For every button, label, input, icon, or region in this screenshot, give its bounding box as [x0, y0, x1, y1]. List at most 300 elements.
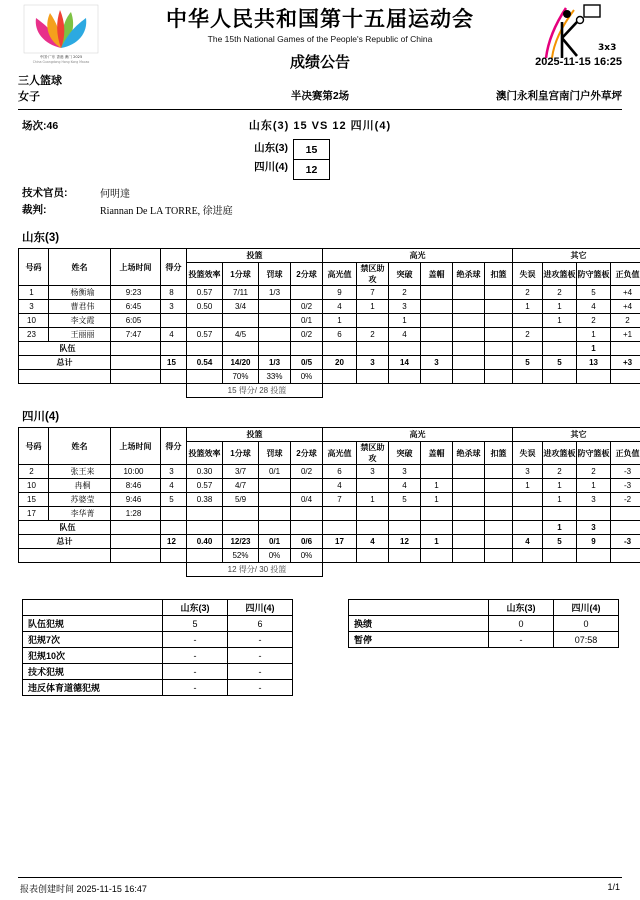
cell-dr: 1	[389, 314, 421, 328]
cell-no: 17	[19, 507, 49, 521]
cell-hl	[323, 507, 357, 521]
cell-st	[453, 465, 485, 479]
score-box-team-a: 山东(3)	[254, 142, 288, 154]
cell-ft	[259, 493, 291, 507]
total-one: 12/23	[223, 535, 259, 549]
pct-two: 0%	[291, 549, 323, 563]
cell-pts	[161, 314, 187, 328]
total-row	[19, 535, 640, 549]
cell-ft	[259, 314, 291, 328]
cell-pts: 8	[161, 286, 187, 300]
table-row	[23, 680, 293, 696]
th-plusminus: 正负值	[611, 263, 640, 286]
table-row	[19, 479, 640, 493]
cell-one: 3/4	[223, 300, 259, 314]
fouls-value-b: 6	[228, 616, 293, 632]
extra-value-b: 0	[554, 616, 619, 632]
cell-dreb: 5	[577, 286, 611, 300]
cell-ft	[259, 328, 291, 342]
cell-eff: 0.57	[187, 328, 223, 342]
cell-hl: 6	[323, 328, 357, 342]
cell-eff	[187, 507, 223, 521]
game-line	[18, 115, 622, 137]
cell-name: 张王来	[49, 465, 111, 479]
th-dunk: 扣篮	[485, 442, 513, 465]
cell-min: 6:05	[111, 314, 161, 328]
cell-ka: 1	[357, 300, 389, 314]
extra-value-a: -	[489, 632, 554, 648]
th-oreb: 进攻篮板	[543, 442, 577, 465]
cell-dk	[485, 314, 513, 328]
cell-two	[291, 286, 323, 300]
score-box-table	[293, 139, 330, 180]
th-group-highlight: 高光	[323, 428, 513, 442]
cell-oreb: 1	[543, 314, 577, 328]
cell-hl: 6	[323, 465, 357, 479]
cell-dk	[485, 465, 513, 479]
report-header	[18, 0, 622, 72]
team-row-dreb: 3	[577, 521, 611, 535]
table-row	[19, 314, 640, 328]
cell-blk: 1	[421, 493, 453, 507]
cell-dreb: 2	[577, 314, 611, 328]
cell-name: 李文霞	[49, 314, 111, 328]
th-two: 2分球	[291, 442, 323, 465]
team-a-stat-table	[18, 248, 640, 398]
fouls-label: 犯规7次	[23, 632, 163, 648]
pct-two: 0%	[291, 370, 323, 384]
cell-to	[513, 493, 543, 507]
venue-label: 澳门永利皇宫南门户外草坪	[496, 90, 622, 102]
cell-blk	[421, 300, 453, 314]
cell-one: 7/11	[223, 286, 259, 300]
cell-blk	[421, 507, 453, 521]
team-fouls-table	[22, 599, 293, 696]
cell-no: 10	[19, 314, 49, 328]
team-row-dreb: 1	[577, 342, 611, 356]
svg-text:3x3: 3x3	[598, 43, 617, 53]
cell-hl: 4	[323, 479, 357, 493]
total-dk	[485, 356, 513, 370]
total-hl: 17	[323, 535, 357, 549]
cell-eff: 0.38	[187, 493, 223, 507]
th-no: 号码	[19, 249, 49, 286]
cell-dr	[389, 507, 421, 521]
svg-text:中国·广东 香港 澳门 2025: 中国·广东 香港 澳门 2025	[39, 55, 83, 59]
cell-two	[291, 479, 323, 493]
th-steal: 绝杀球	[453, 263, 485, 286]
cell-oreb: 2	[543, 286, 577, 300]
phase-label: 半决赛第2场	[290, 90, 350, 102]
shooting-note: 15 得分/ 28 投篮	[187, 384, 323, 398]
total-dr: 14	[389, 356, 421, 370]
cell-dk	[485, 493, 513, 507]
cell-dreb: 2	[577, 465, 611, 479]
team-row-oreb	[543, 342, 577, 356]
cell-pts: 4	[161, 328, 187, 342]
cell-to: 1	[513, 300, 543, 314]
team-row	[19, 521, 640, 535]
cell-to	[513, 314, 543, 328]
fouls-header-team-b: 四川(4)	[228, 600, 293, 616]
cell-min: 9:46	[111, 493, 161, 507]
total-label: 总计	[19, 356, 111, 370]
cell-st	[453, 507, 485, 521]
gender-label: 女子	[18, 91, 40, 103]
cell-ka: 1	[357, 493, 389, 507]
total-to: 5	[513, 356, 543, 370]
cell-pts	[161, 507, 187, 521]
cell-min: 6:45	[111, 300, 161, 314]
total-ka: 3	[357, 356, 389, 370]
team-b-stat-table	[18, 427, 640, 577]
table-row	[19, 328, 640, 342]
total-min	[111, 535, 161, 549]
table-row	[349, 632, 619, 648]
extra-label: 暂停	[349, 632, 489, 648]
footer-created	[20, 882, 147, 895]
table-row	[23, 648, 293, 664]
th-one: 1分球	[223, 263, 259, 286]
page-subtitle: 成绩公告	[289, 54, 350, 72]
cell-dk	[485, 328, 513, 342]
footer-created-time: 2025-11-15 16:47	[76, 884, 147, 894]
page-title: 中华人民共和国第十五届运动会	[166, 8, 474, 31]
th-dreb: 防守篮板	[577, 263, 611, 286]
cell-ft	[259, 507, 291, 521]
commissioner-value: 何明達	[100, 189, 130, 200]
total-pts: 12	[161, 535, 187, 549]
cell-pm: +4	[611, 300, 640, 314]
table-row	[349, 616, 619, 632]
th-key-assist: 禁区助攻	[357, 263, 389, 286]
th-dreb: 防守篮板	[577, 442, 611, 465]
page-title-en: The 15th National Games of the People's Republic of China	[207, 34, 433, 45]
score-box-score-a: 15	[294, 140, 330, 160]
total-dreb: 9	[577, 535, 611, 549]
team-b-title: 四川(4)	[22, 411, 60, 423]
title-block	[18, 0, 622, 72]
cell-two: 0/4	[291, 493, 323, 507]
cell-st	[453, 479, 485, 493]
team-row-pm	[611, 521, 640, 535]
officials-block	[18, 185, 622, 219]
cell-dreb	[577, 507, 611, 521]
th-minutes: 上场时间	[111, 249, 161, 286]
cell-ft	[259, 479, 291, 493]
cell-no: 2	[19, 465, 49, 479]
cell-dr: 5	[389, 493, 421, 507]
cell-st	[453, 286, 485, 300]
referee-value: Riannan De LA TORRE, 徐进庭	[100, 206, 233, 217]
th-block: 盖帽	[421, 263, 453, 286]
cell-two: 0/2	[291, 328, 323, 342]
fouls-value-b: -	[228, 664, 293, 680]
table-row	[23, 616, 293, 632]
cell-no: 3	[19, 300, 49, 314]
team-a-title: 山东(3)	[22, 232, 60, 244]
th-key-assist: 禁区助攻	[357, 442, 389, 465]
total-ft: 1/3	[259, 356, 291, 370]
sport-emblem-icon	[536, 2, 620, 64]
th-drive: 突破	[389, 263, 421, 286]
cell-pts: 3	[161, 300, 187, 314]
total-dr: 12	[389, 535, 421, 549]
th-dunk: 扣篮	[485, 263, 513, 286]
cell-eff: 0.57	[187, 286, 223, 300]
table-row	[19, 493, 640, 507]
extra-label: 换绩	[349, 616, 489, 632]
cell-ka: 3	[357, 465, 389, 479]
cell-one: 5/9	[223, 493, 259, 507]
cell-pm: +4	[611, 286, 640, 300]
th-group-other: 其它	[513, 428, 640, 442]
th-points: 得分	[161, 249, 187, 286]
cell-hl: 9	[323, 286, 357, 300]
total-st	[453, 356, 485, 370]
extra-header-team-a: 山东(3)	[489, 600, 554, 616]
total-pm: +3	[611, 356, 640, 370]
cell-eff: 0.57	[187, 479, 223, 493]
th-drive: 突破	[389, 442, 421, 465]
cell-st	[453, 314, 485, 328]
total-two: 0/6	[291, 535, 323, 549]
cell-oreb: 1	[543, 493, 577, 507]
cell-dk	[485, 479, 513, 493]
cell-blk	[421, 465, 453, 479]
cell-dk	[485, 507, 513, 521]
th-hl: 高光值	[323, 442, 357, 465]
th-steal: 绝杀球	[453, 442, 485, 465]
team-row-pm	[611, 342, 640, 356]
total-min	[111, 356, 161, 370]
fouls-value-a: 5	[163, 616, 228, 632]
cell-eff	[187, 314, 223, 328]
fouls-value-a: -	[163, 664, 228, 680]
cell-ft: 1/3	[259, 286, 291, 300]
table-group-header-row	[19, 249, 640, 263]
commissioner-row	[18, 185, 622, 202]
total-one: 14/20	[223, 356, 259, 370]
report-footer	[18, 877, 622, 894]
total-ft: 0/1	[259, 535, 291, 549]
cell-two	[291, 507, 323, 521]
footer-created-label: 报表创建时间	[20, 884, 75, 894]
table-row	[19, 465, 640, 479]
shooting-note: 12 得分/ 30 投篮	[187, 563, 323, 577]
cell-hl: 7	[323, 493, 357, 507]
percent-row	[19, 370, 640, 384]
cell-hl: 4	[323, 300, 357, 314]
report-datetime: 2025-11-15 16:25	[535, 56, 622, 68]
cell-dk	[485, 286, 513, 300]
cell-min: 9:23	[111, 286, 161, 300]
th-two: 2分球	[291, 263, 323, 286]
table-group-header-row	[19, 428, 640, 442]
cell-to: 2	[513, 286, 543, 300]
commissioner-label: 技术官员:	[22, 187, 68, 199]
cell-to: 2	[513, 328, 543, 342]
referee-row	[18, 202, 622, 219]
fouls-value-a: -	[163, 632, 228, 648]
cell-one	[223, 507, 259, 521]
cell-oreb: 2	[543, 465, 577, 479]
total-st	[453, 535, 485, 549]
pct-one: 70%	[223, 370, 259, 384]
total-eff: 0.54	[187, 356, 223, 370]
fouls-header-team-a: 山东(3)	[163, 600, 228, 616]
cell-st	[453, 300, 485, 314]
score-summary: 山东(3) 15 VS 12 四川(4)	[248, 120, 392, 132]
cell-name: 杨衡瑜	[49, 286, 111, 300]
team-row-to	[513, 521, 543, 535]
th-points: 得分	[161, 428, 187, 465]
team-row-oreb: 1	[543, 521, 577, 535]
th-hl: 高光值	[323, 263, 357, 286]
fouls-header-blank	[23, 600, 163, 616]
cell-eff: 0.30	[187, 465, 223, 479]
cell-dr: 4	[389, 479, 421, 493]
total-dreb: 13	[577, 356, 611, 370]
cell-no: 10	[19, 479, 49, 493]
table-row	[23, 664, 293, 680]
meta-divider	[18, 109, 622, 110]
cell-blk	[421, 286, 453, 300]
th-turnover: 失误	[513, 442, 543, 465]
cell-min: 1:28	[111, 507, 161, 521]
cell-name: 曹君伟	[49, 300, 111, 314]
table-row	[19, 286, 640, 300]
extra-header-row	[349, 600, 619, 616]
fouls-label: 技术犯规	[23, 664, 163, 680]
footer-page-number: 1/1	[607, 882, 620, 892]
fouls-value-b: -	[228, 648, 293, 664]
fouls-label: 犯规10次	[23, 648, 163, 664]
cell-pm: +1	[611, 328, 640, 342]
cell-dk	[485, 300, 513, 314]
cell-pm	[611, 507, 640, 521]
cell-pm: -3	[611, 479, 640, 493]
cell-min: 7:47	[111, 328, 161, 342]
cell-two: 0/1	[291, 314, 323, 328]
cell-pts: 5	[161, 493, 187, 507]
total-eff: 0.40	[187, 535, 223, 549]
cell-dr: 3	[389, 300, 421, 314]
team-row-to	[513, 342, 543, 356]
cell-ka: 2	[357, 328, 389, 342]
th-ft: 罚球	[259, 442, 291, 465]
cell-pm: 2	[611, 314, 640, 328]
th-no: 号码	[19, 428, 49, 465]
cell-hl: 1	[323, 314, 357, 328]
cell-to: 1	[513, 479, 543, 493]
sport-label: 三人篮球	[18, 75, 62, 87]
table-row	[23, 632, 293, 648]
total-label: 总计	[19, 535, 111, 549]
total-two: 0/5	[291, 356, 323, 370]
extra-header-blank	[349, 600, 489, 616]
cell-one: 3/7	[223, 465, 259, 479]
pct-one: 52%	[223, 549, 259, 563]
cell-dreb: 4	[577, 300, 611, 314]
th-one: 1分球	[223, 442, 259, 465]
percent-row	[19, 549, 640, 563]
cell-dreb: 1	[577, 479, 611, 493]
fouls-value-a: -	[163, 648, 228, 664]
team-row	[19, 342, 640, 356]
cell-one: 4/5	[223, 328, 259, 342]
fouls-value-a: -	[163, 680, 228, 696]
cell-to: 3	[513, 465, 543, 479]
cell-no: 1	[19, 286, 49, 300]
th-group-highlight: 高光	[323, 249, 513, 263]
cell-oreb	[543, 328, 577, 342]
gender-row	[18, 88, 622, 106]
extra-info-table	[348, 599, 619, 648]
total-to: 4	[513, 535, 543, 549]
cell-dr: 4	[389, 328, 421, 342]
cell-oreb: 1	[543, 479, 577, 493]
cell-ft	[259, 300, 291, 314]
team-row-label: 队伍	[19, 521, 111, 535]
shooting-note-row	[19, 384, 640, 398]
th-plusminus: 正负值	[611, 442, 640, 465]
th-oreb: 进攻篮板	[543, 263, 577, 286]
th-turnover: 失误	[513, 263, 543, 286]
th-block: 盖帽	[421, 442, 453, 465]
cell-ka	[357, 314, 389, 328]
extra-header-team-b: 四川(4)	[554, 600, 619, 616]
pct-ft: 33%	[259, 370, 291, 384]
th-group-other: 其它	[513, 249, 640, 263]
cell-ft: 0/1	[259, 465, 291, 479]
cell-one: 4/7	[223, 479, 259, 493]
score-box-team-b: 四川(4)	[254, 161, 288, 173]
cell-name: 李华菁	[49, 507, 111, 521]
footer-divider	[18, 877, 622, 878]
cell-dreb: 3	[577, 493, 611, 507]
fouls-value-b: -	[228, 680, 293, 696]
extra-value-b: 07:58	[554, 632, 619, 648]
th-name: 姓名	[49, 428, 111, 465]
extra-value-a: 0	[489, 616, 554, 632]
score-box-team-names	[193, 139, 288, 177]
fouls-label: 队伍犯规	[23, 616, 163, 632]
cell-st	[453, 328, 485, 342]
games-logo-icon	[22, 4, 100, 66]
cell-no: 15	[19, 493, 49, 507]
cell-ka	[357, 479, 389, 493]
cell-eff: 0.50	[187, 300, 223, 314]
cell-to	[513, 507, 543, 521]
cell-min: 10:00	[111, 465, 161, 479]
bottom-tables	[18, 599, 622, 693]
total-hl: 20	[323, 356, 357, 370]
th-group-shooting: 投篮	[187, 249, 323, 263]
total-dk	[485, 535, 513, 549]
cell-oreb	[543, 507, 577, 521]
game-number: 场次:46	[22, 120, 59, 132]
team-row-label: 队伍	[19, 342, 111, 356]
fouls-label: 违反体育道德犯规	[23, 680, 163, 696]
cell-name: 苏婆莹	[49, 493, 111, 507]
th-eff: 投篮效率	[187, 263, 223, 286]
table-row	[19, 507, 640, 521]
cell-one	[223, 314, 259, 328]
cell-blk: 1	[421, 479, 453, 493]
cell-pm: -3	[611, 465, 640, 479]
cell-dr: 3	[389, 465, 421, 479]
